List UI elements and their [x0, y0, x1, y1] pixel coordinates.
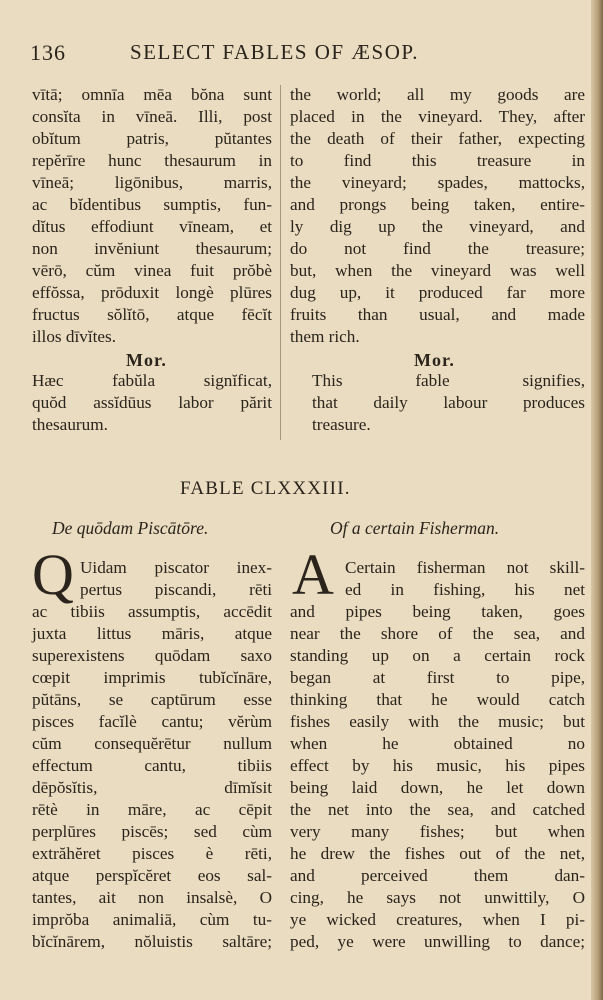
english-line: standing up on a certain rock	[290, 646, 585, 665]
latin-line: ac tibiis assumptis, accēdit	[32, 602, 272, 621]
english-line: to find this treasure in	[290, 151, 585, 170]
latin-line: dēpŏsĭtis, dīmĭsit	[32, 778, 272, 797]
latin-line: pertus piscandi, rēti	[80, 580, 272, 599]
latin-dropcap: Q	[32, 542, 74, 607]
english-line: near the shore of the sea, and	[290, 624, 585, 643]
english-line: the net into the sea, and catched	[290, 800, 585, 819]
latin-subtitle	[52, 518, 208, 539]
english-line: the vineyard; spades, mattocks,	[290, 173, 585, 192]
moral-english-line: treasure.	[312, 415, 371, 434]
latin-line: vīneā; ligōnibus, marris,	[32, 173, 272, 192]
latin-line: non invĕniunt thesaurum;	[32, 239, 272, 258]
column-divider	[280, 85, 281, 440]
latin-first-lines	[80, 557, 272, 601]
latin-subtitle-prefix: De	[52, 518, 73, 538]
english-line: ped, ye were unwilling to dance;	[290, 932, 585, 951]
latin-line: Uidam piscator inex-	[80, 558, 272, 577]
latin-line: cŭm consequĕrētur nullum	[32, 734, 272, 753]
latin-line: rētè in māre, ac cēpit	[32, 800, 272, 819]
english-line: and prongs being taken, entire-	[290, 195, 585, 214]
english-line: began at first to pipe,	[290, 668, 585, 687]
moral-heading-english: Mor.	[414, 350, 455, 370]
latin-line: bĭcĭnārem, nŏluistis saltāre;	[32, 932, 272, 951]
english-subtitle	[330, 518, 499, 539]
moral-english-line: that daily labour produces	[312, 393, 585, 412]
english-line: he drew the fishes out of the net,	[290, 844, 585, 863]
english-subtitle-rest: a certain Fisherman.	[351, 518, 500, 538]
english-line: and pipes being taken, goes	[290, 602, 585, 621]
english-line: being laid down, he let down	[290, 778, 585, 797]
moral-english-line: This fable signifies,	[312, 371, 585, 390]
latin-line: effŏssa, prōduxit longè plūres	[32, 283, 272, 302]
english-line: do not find the treasure;	[290, 239, 585, 258]
page-header	[30, 40, 570, 70]
moral-heading-latin: Mor.	[126, 350, 167, 370]
latin-line: imprŏba animaliā, cùm tu-	[32, 910, 272, 929]
latin-line: superexistens quōdam saxo	[32, 646, 272, 665]
fable-title: FABLE CLXXXIII.	[180, 478, 351, 499]
latin-line: illos dīvĭtes.	[32, 327, 117, 346]
latin-line: repĕrīre hunc thesaurum in	[32, 151, 272, 170]
latin-line: vērō, cŭm vinea fuit prŏbè	[32, 261, 272, 280]
english-first-lines	[345, 557, 585, 601]
moral-english	[312, 370, 585, 436]
english-line: the death of their father, expecting	[290, 129, 585, 148]
english-line: and perceived them dan-	[290, 866, 585, 885]
latin-line: dĭtus effodiunt vīneam, et	[32, 217, 272, 236]
english-line: Certain fisherman not skill-	[345, 558, 585, 577]
page-edge	[591, 0, 603, 1000]
moral-latin-line: Hæc fabŭla signĭficat,	[32, 371, 272, 390]
latin-line: effectum cantu, tibiis	[32, 756, 272, 775]
moral-latin	[32, 370, 272, 436]
latin-line: fructus sŏlĭtō, atque fēcĭt	[32, 305, 272, 324]
latin-line: perplūres piscēs; sed cùm	[32, 822, 272, 841]
latin-line: juxta littus māris, atque	[32, 624, 272, 643]
english-line: dug up, it produced far more	[290, 283, 585, 302]
english-line: ly dig up the vineyard, and	[290, 217, 585, 236]
english-line: fishes easily with the music; but	[290, 712, 585, 731]
english-dropcap: A	[292, 542, 334, 607]
latin-line: vītā; omnīa mēa bŏna sunt	[32, 85, 272, 104]
moral-latin-line: thesaurum.	[32, 415, 108, 434]
english-line: very many fishes; but when	[290, 822, 585, 841]
english-line: but, when the vineyard was well	[290, 261, 585, 280]
english-line: ed in fishing, his net	[345, 580, 585, 599]
fable-latin-column	[32, 601, 272, 953]
latin-line: pisces facĭlè cantu; vĕrùm	[32, 712, 272, 731]
latin-line: ac bĭdentibus sumptis, fun-	[32, 195, 272, 214]
moral-latin-line: quŏd assĭdūus labor părit	[32, 393, 272, 412]
latin-line: atque perspĭcĕret eos sal-	[32, 866, 272, 885]
running-title: SELECT FABLES OF ÆSOP.	[130, 40, 419, 64]
english-line: the world; all my goods are	[290, 85, 585, 104]
english-line: them rich.	[290, 327, 360, 346]
latin-line: pŭtāns, se captūrum esse	[32, 690, 272, 709]
latin-subtitle-rest: quōdam Piscātōre.	[76, 518, 209, 538]
english-line: fruits than usual, and made	[290, 305, 585, 324]
english-subtitle-prefix: Of	[330, 518, 348, 538]
latin-line: cœpit imprimis tubĭcĭnāre,	[32, 668, 272, 687]
prev-latin-column	[32, 84, 272, 348]
latin-line: tantes, ait non insalsè, O	[32, 888, 272, 907]
english-line: cing, he says not unwittily, O	[290, 888, 585, 907]
fable-english-column	[290, 601, 585, 953]
latin-line: consĭta in vīneā. Illi, post	[32, 107, 272, 126]
english-line: placed in the vineyard. They, after	[290, 107, 585, 126]
page-number: 136	[30, 40, 66, 65]
english-line: thinking that he would catch	[290, 690, 585, 709]
english-line: when he obtained no	[290, 734, 585, 753]
english-line: ye wicked creatures, when I pi-	[290, 910, 585, 929]
latin-line: extrăhĕret pisces è rēti,	[32, 844, 272, 863]
latin-line: obĭtum patris, pŭtantes	[32, 129, 272, 148]
english-line: effect by his music, his pipes	[290, 756, 585, 775]
prev-english-column	[290, 84, 585, 348]
